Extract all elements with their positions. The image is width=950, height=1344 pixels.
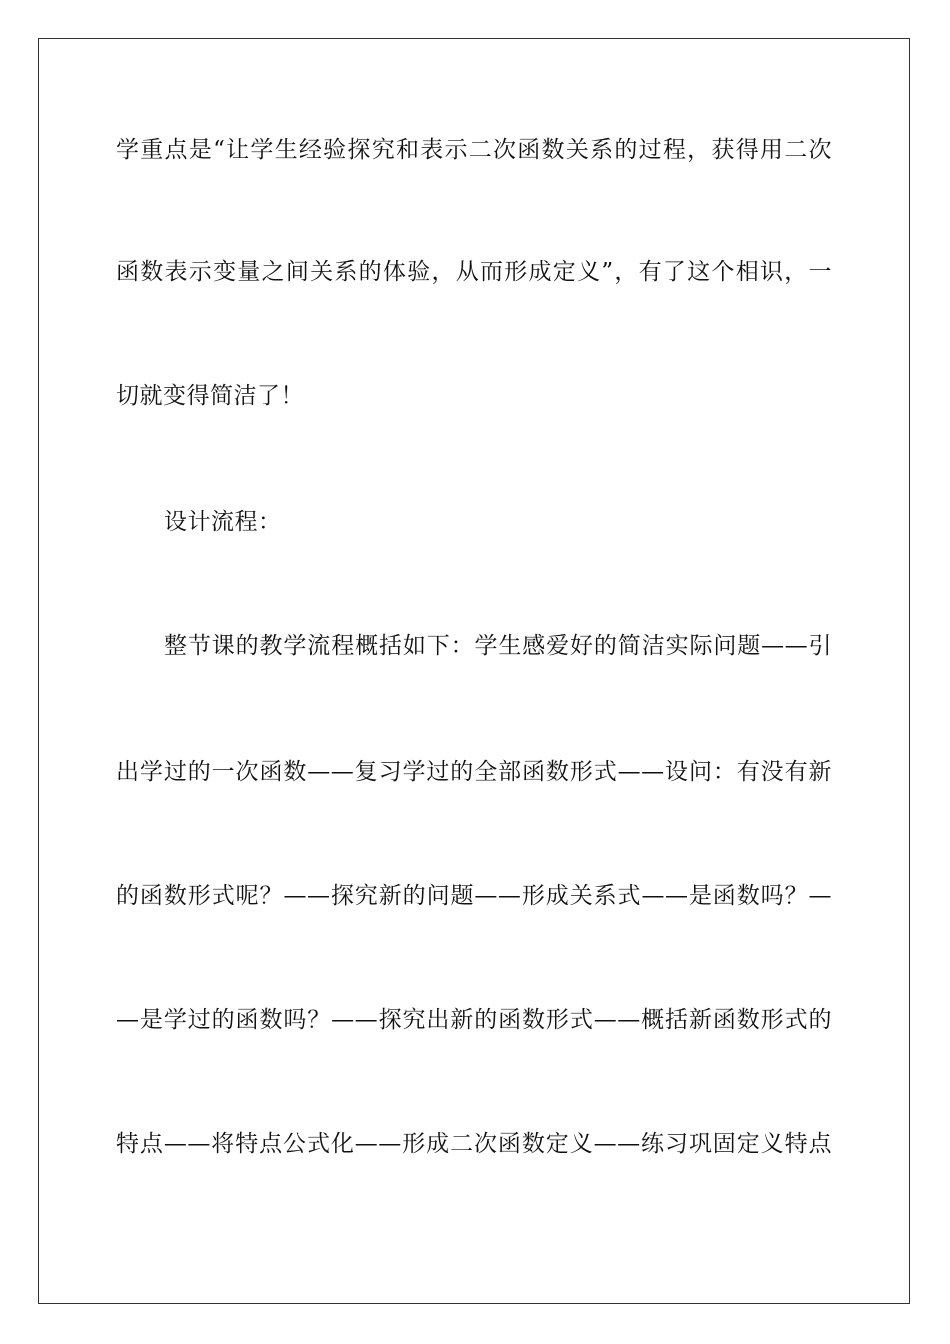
section-heading-design-flow: 设计流程： — [164, 509, 282, 535]
paragraph-3-line-4: —是学过的函数吗？——探究出新的函数形式——概括新函数形式的 — [116, 1007, 832, 1033]
paragraph-1-line-2: 函数表示变量之间关系的体验，从而形成定义”，有了这个相识，一 — [116, 259, 832, 285]
paragraph-1-line-1: 学重点是“让学生经验探究和表示二次函数关系的过程，获得用二次 — [116, 137, 832, 163]
paragraph-3-line-2: 出学过的一次函数——复习学过的全部函数形式——设问：有没有新 — [116, 759, 832, 785]
paragraph-3-line-1: 整节课的教学流程概括如下：学生感爱好的简洁实际问题——引 — [164, 633, 832, 659]
paragraph-1-line-3: 切就变得简洁了！ — [116, 383, 304, 409]
paragraph-3-line-3: 的函数形式呢？——探究新的问题——形成关系式——是函数吗？— — [116, 883, 832, 909]
paragraph-3-line-5: 特点——将特点公式化——形成二次函数定义——练习巩固定义特点 — [116, 1131, 832, 1157]
page-frame — [38, 38, 910, 1304]
